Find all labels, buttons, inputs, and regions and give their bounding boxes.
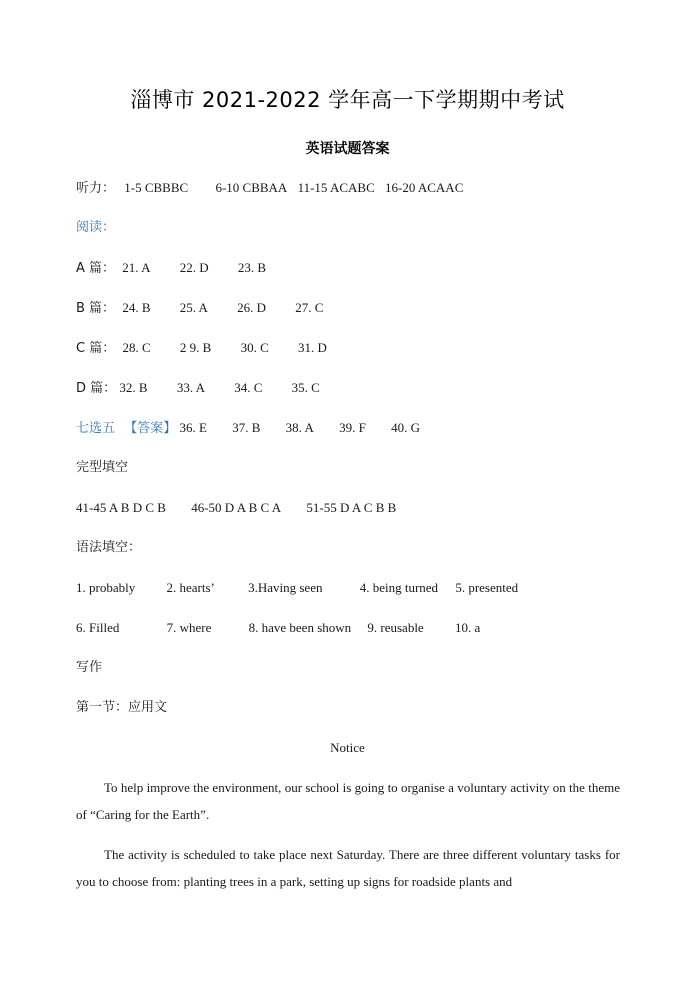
answer: 24. B [122,300,151,315]
passage-a-row [76,260,266,277]
grammar-answer: 3.Having seen [248,580,323,595]
grammar-answer: 1. probably [76,580,136,595]
document-subtitle: 英语试题答案 [305,141,390,157]
seven-choose-five-label: 七选五 [76,421,116,436]
answer: 30. C [240,340,269,355]
answer: 27. C [295,300,324,315]
answer: 35. C [291,380,320,395]
grammar-answer: 8. have been shown [248,620,352,635]
cloze-group: 51-55 D A C B B [306,500,397,515]
answer: 21. A [122,260,151,275]
grammar-answer: 4. being turned [359,580,439,595]
passage-label: D 篇： [76,381,117,396]
writing-section-label: 第一节：应用文 [76,700,168,715]
answer: 26. D [237,300,267,315]
cloze-row [76,500,396,516]
answer: 37. B [232,420,261,435]
answer: 34. C [234,380,263,395]
listening-group: 16-20 ACAAC [385,180,464,195]
answer: 33. A [176,380,205,395]
listening-label: 听力： [76,181,116,196]
answer: 40. G [391,420,420,435]
grammar-answer: 6. Filled [76,620,120,635]
listening-group: 6-10 CBBAA [215,180,288,195]
passage-c-row [76,340,327,357]
answer: 2 9. B [179,340,212,355]
listening-row [76,180,463,197]
listening-group: 1-5 CBBBC [124,180,189,195]
grammar-row-1 [76,580,518,596]
notice-paragraph: The activity is scheduled to take place next Saturday. There are three different voluntary tasks for you to choose from: planting trees in a park, setting up signs for roadside plants and [76,847,620,889]
passage-b-row [76,300,323,317]
answer: 28. C [122,340,151,355]
writing-label: 写作 [76,660,103,675]
passage-label: B 篇： [76,301,116,316]
grammar-row-2 [76,620,480,636]
answer: 25. A [179,300,208,315]
answer-tag: 【答案】 [124,421,177,436]
answer: 38. A [285,420,314,435]
answer: 31. D [297,340,327,355]
cloze-group: 41-45 A B D C B [76,500,166,515]
document-title: 淄博市 2021-2022 学年高一下学期期中考试 [130,88,565,112]
answer: 22. D [179,260,209,275]
passage-d-row [76,380,320,397]
grammar-answer: 9. reusable [367,620,424,635]
seven-choose-five-row [76,420,420,437]
grammar-label: 语法填空： [76,540,142,555]
passage-label: C 篇： [76,341,116,356]
grammar-answer: 5. presented [455,580,519,595]
grammar-answer: 10. a [454,620,481,635]
cloze-label: 完型填空 [76,460,129,475]
passage-label: A 篇： [76,261,116,276]
grammar-answer: 2. hearts’ [166,580,215,595]
answer: 32. B [119,380,148,395]
notice-title: Notice [330,740,365,755]
answer: 23. B [237,260,267,275]
listening-group: 11-15 ACABC [297,180,375,195]
reading-label: 阅读： [76,220,116,235]
answer: 39. F [339,420,366,435]
cloze-group: 46-50 D A B C A [191,500,282,515]
answer: 36. E [179,420,207,435]
notice-paragraph: To help improve the environment, our school is going to organise a voluntary activity on the theme of “Caring for the Earth”. [76,780,620,822]
grammar-answer: 7. where [166,620,212,635]
